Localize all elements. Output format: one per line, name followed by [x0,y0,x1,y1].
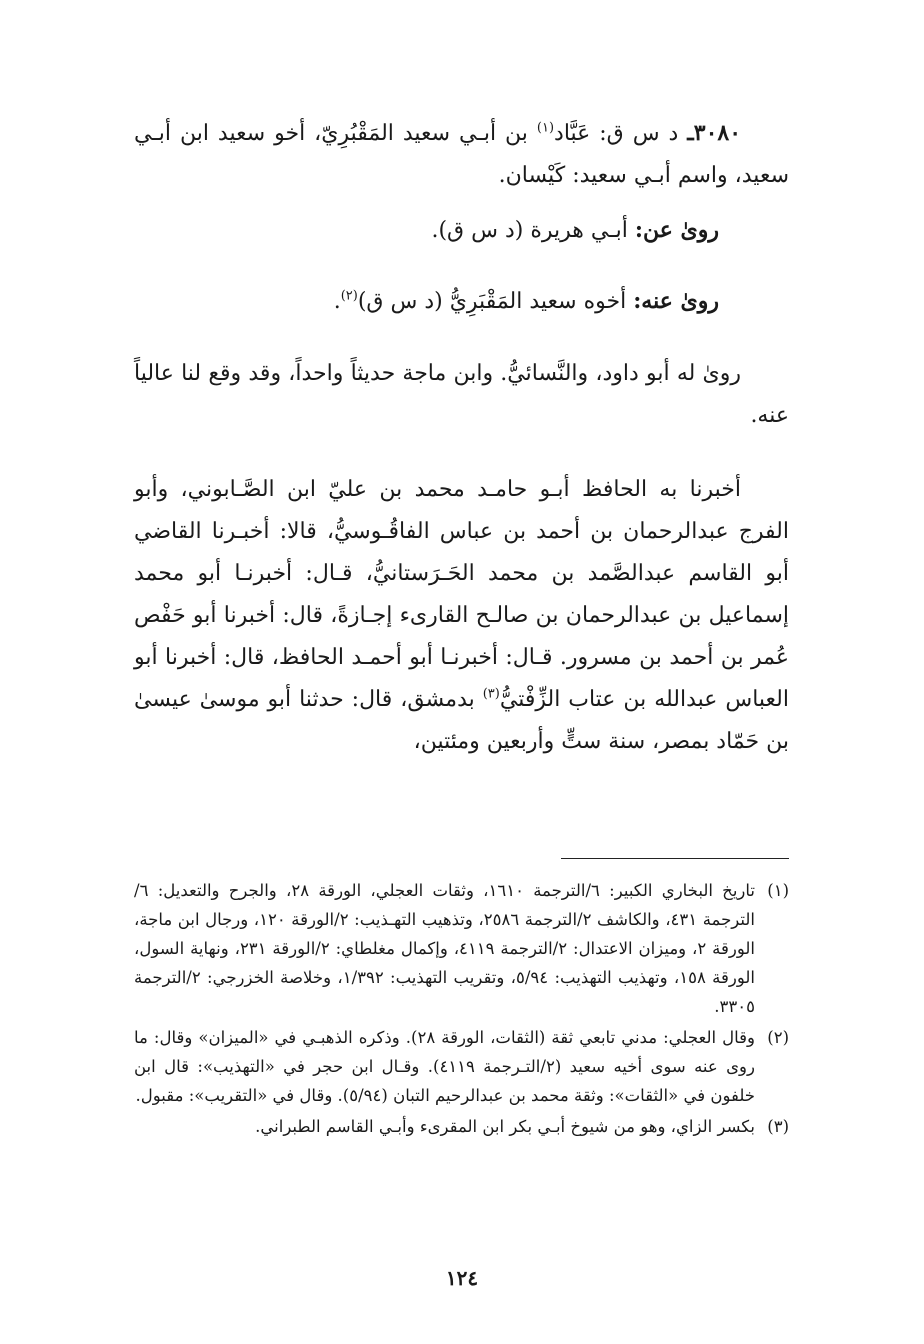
entry-number: ٣٠٨٠ [693,120,742,146]
footnote-2 [134,1023,789,1110]
paragraph-1-text: روىٰ له أبو داود، والنَّسائيُّ. وابن ماجة حديثاً واحداً، وقد وقع لنا عالياً عنه. [134,361,789,428]
main-text [134,112,789,763]
entry-dash: ـ [687,120,694,146]
page-number: ١٢٤ [445,1266,479,1290]
footnote-3 [134,1112,789,1141]
entry-heading [134,112,789,197]
narrated-from-label: روىٰ عن: [634,217,719,243]
narrated-by [134,280,789,323]
narrated-from [134,209,789,252]
footnote-text: بكسر الزاي، وهو من شيوخ أبـي بكر ابن المقرىء وأبـي القاسم الطبراني. [255,1117,755,1136]
paragraph-2-part-2: بدمشق، قال: حدثنا أبو موسىٰ عيسىٰ بن حَمّاد بمصر، سنة ستٍّ وأربعين ومئتين، [134,687,789,754]
footnote-text: وقال العجلي: مدني تابعي ثقة (الثقات، الورقة ٢٨). وذكره الذهبـي في «الميزان» وقال: ما روى عنه سوى أخيه سعيد (٢/التـرجمة ٤١١٩). وقـال ابن حجر في «التهذيب»: قال ابن خلفون في «الثقات»: وثقة محمد بن عبدالرحيم التبان (٥/٩٤). وقال في «التقريب»: مقبول. [134,1028,755,1105]
footnote-1 [134,876,789,1021]
narrated-by-text: أخوه سعيد المَقْبَرِيُّ (د س ق) [357,289,627,314]
entry-description: بن أبـي سعيد المَقْبُرِيّ، أخو سعيد ابن أبـي سعيد، واسم أبـي سعيد: كَيْسان. [134,121,789,188]
paragraph-transmission [134,353,789,437]
narrated-by-end: . [333,289,341,314]
paragraph-2-part-1: أخبرنا به الحافظ أبـو حامـد محمد بن عليّ ابن الصَّـابوني، وأبو الفرج عبدالرحمان بن أحمد بن عباس الفاقُـوسيُّ، قالا: أخبـرنا القاضي أبو القاسم عبدالصَّمد بن محمد الحَـرَستانيُّ، قـال: أخبرنـا أبو محمد إسماعيل بن عبدالرحمان بن صالـح القارىء إجـازةً، قال: أخبرنا أبو حَفْص عُمر بن أحمد بن مسرور. قـال: أخبرنـا أبو أحمـد الحافظ، قال: أخبرنا أبو العباس عبدالله بن عتاب الزِّفْتيُّ [134,477,789,712]
footnote-number: (١) [767,881,789,900]
narrated-from-text: أبـي هريرة (د س ق). [431,218,628,243]
footnote-text: تاريخ البخاري الكبير: ٦/الترجمة ١٦١٠، وثقات العجلي، الورقة ٢٨، والجرح والتعديل: ٦/الترجمة ٤٣١، والكاشف ٢/الترجمة ٢٥٨٦، وتذهيب التهـذيب: ٢/الورقة ١٢٠، ورجال ابن ماجة، الورقة ٢، وميزان الاعتدال: ٢/الترجمة ٤١١٩، وإكمال مغلطاي: ٢/الورقة ٢٣١، ونهاية السول، الورقة ١٥٨، وتهذيب التهذيب: ٥/٩٤، وتقريب التهذيب: ١/٣٩٢، وخلاصة الخزرجي: ٢/الترجمة ٣٣٠٥. [134,881,756,1016]
footnote-separator [561,858,789,859]
narrated-by-label: روىٰ عنه: [633,288,719,314]
footnote-ref-2: (٢) [340,288,358,304]
entry-name: عَبَّاد [554,121,591,146]
footnote-number: (٣) [767,1117,789,1136]
paragraph-isnad [134,469,789,763]
entry-codes: د س ق: [599,121,679,146]
footnote-ref-1: (١) [536,120,555,136]
footnote-ref-3: (٣) [482,686,500,702]
footnote-number: (٢) [767,1028,789,1047]
footnotes [134,876,789,1143]
